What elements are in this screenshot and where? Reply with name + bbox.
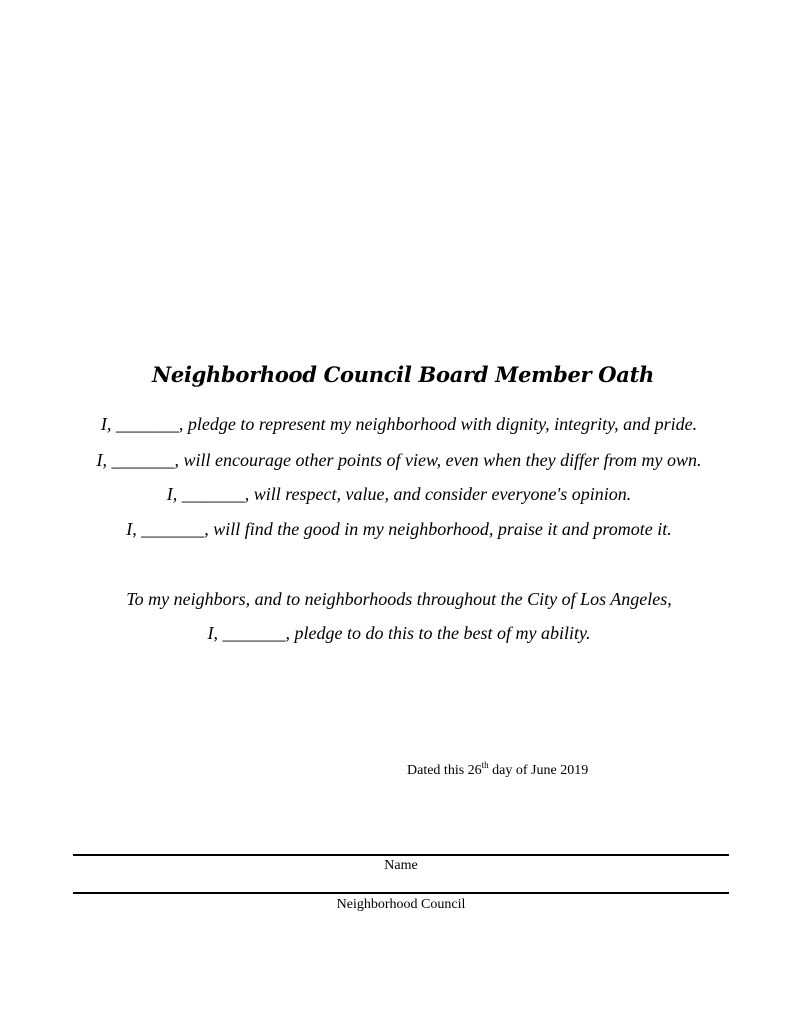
dated-prefix: Dated this 26 <box>407 763 482 778</box>
closing-line-2: I, _______, pledge to do this to the best of my ability. <box>207 623 591 643</box>
oath-line-1: I, _______, pledge to represent my neighborhood with dignity, integrity, and pride. <box>100 414 698 434</box>
document-title: Neighborhood Council Board Member Oath <box>152 362 654 387</box>
dated-statement <box>407 760 589 779</box>
oath-line-2: I, _______, will encourage other points of view, even when they differ from my own. <box>96 450 702 470</box>
council-label: Neighborhood Council <box>336 897 466 912</box>
dated-ordinal: th <box>481 760 489 770</box>
council-signature-line <box>73 892 729 894</box>
oath-line-4: I, _______, will find the good in my neighborhood, praise it and promote it. <box>126 519 672 539</box>
name-label: Name <box>384 858 418 873</box>
dated-suffix: day of June 2019 <box>488 763 589 778</box>
name-signature-line <box>73 854 729 856</box>
closing-line-1: To my neighbors, and to neighborhoods throughout the City of Los Angeles, <box>126 589 672 609</box>
oath-line-3: I, _______, will respect, value, and consider everyone's opinion. <box>166 484 632 504</box>
